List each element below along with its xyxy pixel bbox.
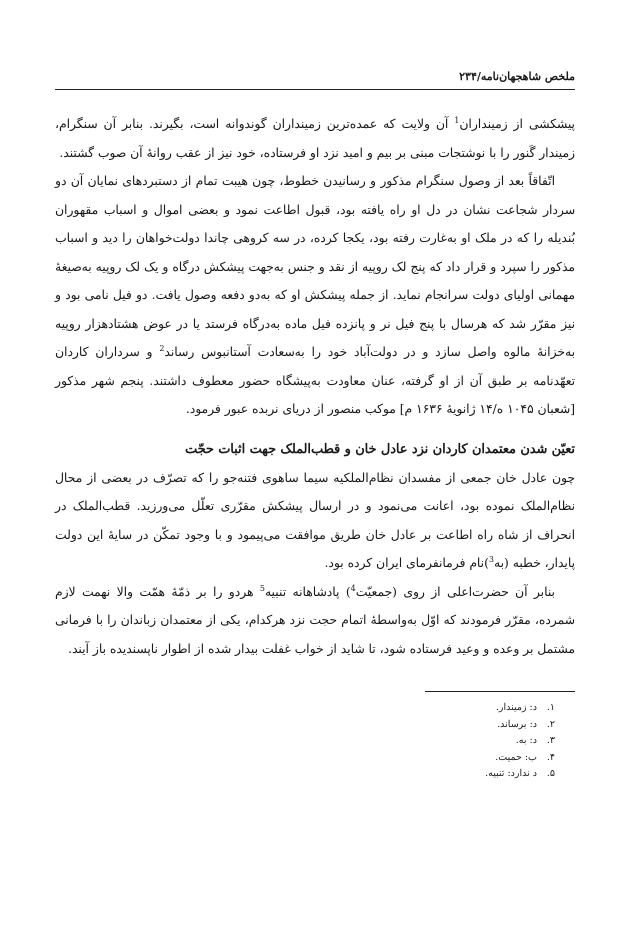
footnote-number: ۵. xyxy=(546,768,555,779)
paragraph-4 xyxy=(55,578,575,664)
footnote-text: ب: حمیت. xyxy=(495,751,537,763)
footnote-4 xyxy=(55,750,555,767)
paragraph-3 xyxy=(55,464,575,578)
book-page xyxy=(55,70,575,783)
footnote-text: د: به. xyxy=(515,735,537,746)
footnote-number: ۱. xyxy=(546,702,555,713)
footnote-ref-5: 5 xyxy=(259,583,265,593)
footnote-2 xyxy=(55,717,555,734)
footnote-number: ۴. xyxy=(546,751,555,763)
footnote-1 xyxy=(55,700,555,717)
section-heading: تعیّن شدن معتمدان کاردان نزد عادل خان و قطب‌الملک جهت اثبات حجّت xyxy=(185,441,575,457)
footnote-ref-2: 2 xyxy=(159,343,165,353)
footnote-number: ۲. xyxy=(546,718,555,730)
footnote-number: ۳. xyxy=(546,735,555,746)
footnote-3 xyxy=(55,733,555,750)
p2-text-b: و سرداران کاردان تعهّدنامه بر طبق آن از او گرفته، عنان معاودت به‌پیشگاه حضور معطوف داشتند. پنجم شهر مذکور [شعبان ۱۰۴۵ ه/۱۴ ژانویهٔ ۱۶۳۶ م] موکب منصور از دریای نربده عبور فرمود. xyxy=(55,345,575,416)
p2-text-a: اتّفاقاً بعد از وصول سنگرام مذکور و رسانیدن خطوط، چون هیبت تمام از دستبردهای نمایان آن دو سردار شجاعت نشان در دل او راه یافته بود، قبول اطاعت نمود و بعضی اموال و اسباب مقهوران بُندیله را که در ملک او به‌غارت رفته بود، یکجا کرده، در سه کروهی چاندا دولت‌خواهان را دید و اسباب مذکور را سپرد و قرار داد که پنج لک روپیه از نقد و جنس به‌جهت پیشکش درگاه و یک لک روپیه به‌صیغهٔ مهمانی اولیای دولت سرانجام نماید. از جمله پیشکش او که به‌دو دفعه وصول یافت. دو فیل نامی بود و نیز مقرّر شد که هرسال با پنج فیل نر و پانزده فیل ماده به‌درگاه فرستد یا در عوض هشتادهزار روپیه به‌خزانهٔ مالوه واصل سازد و در دولت‌آباد خود را به‌سعادت آستانبوس رساند xyxy=(55,174,575,359)
p3-text-a: چون عادل خان جمعی از مفسدان نظام‌الملکیه سیما ساهوی فتنه‌جو را که تصرّف در بعضی از محال نظام‌الملک نموده بود، اعانت می‌نمود و در ارسال پیشکش مقرّری تعلّل می‌ورزید. قطب‌الملک در انحراف از شاه راه اطاعت بر عادل خان طریق موافقت می‌پیمود و با وجود تمکّن در سایهٔ این دولت پایدار، خطبه (به xyxy=(55,470,575,570)
p4-text-b: ) پادشاهانه تنبیه xyxy=(264,584,351,599)
p1-text-b: آن ولایت که عمده‌ترین زمینداران گوندوانه است، بگیرند. بنابر آن سنگرام، زمیندار گَنور را با نوشتجات مبنی بر بیم و امید نزد او فرستاده، خود نیز از عقب روانهٔ آن صوب گشتند. xyxy=(55,117,575,160)
footnote-ref-3: 3 xyxy=(488,554,494,564)
footnote-text: د: برساند. xyxy=(497,718,537,730)
footnote-text: د ندارد: تنبیه. xyxy=(485,768,537,779)
footnotes-list xyxy=(55,700,555,783)
p4-text-a: بنابر آن حضرت‌اعلی از روی (جمعیّت xyxy=(355,584,555,599)
p4-text-c: هردو را بر ذمّهٔ همّت والا نهمت لازم شمرده، مقرّر فرمودند که اوّل به‌واسطهٔ اتمام حجت نزد هرکدام، یکی از معتمدان زباندان را با فرمانی مشتمل بر وعده و وعید فرستاده شود، تا شاید از خواب غفلت بیدار شده از اطوار ناپسندیده باز آیند. xyxy=(55,584,575,656)
footnote-text: د: زمیندار. xyxy=(495,702,537,713)
footnote-5 xyxy=(55,766,555,783)
paragraph-2 xyxy=(55,167,575,424)
running-head: ملخص شاهجهان‌نامه/۲۳۴ xyxy=(55,70,575,90)
p3-text-b: )نام فرمانفرمای ایران کرده بود. xyxy=(324,556,489,570)
footnote-ref-1: 1 xyxy=(454,115,460,125)
p1-text-a: پیشکشی از زمینداران xyxy=(459,117,575,131)
footnote-divider xyxy=(425,691,575,692)
paragraph-1 xyxy=(55,110,575,167)
footnote-ref-4: 4 xyxy=(350,583,356,593)
